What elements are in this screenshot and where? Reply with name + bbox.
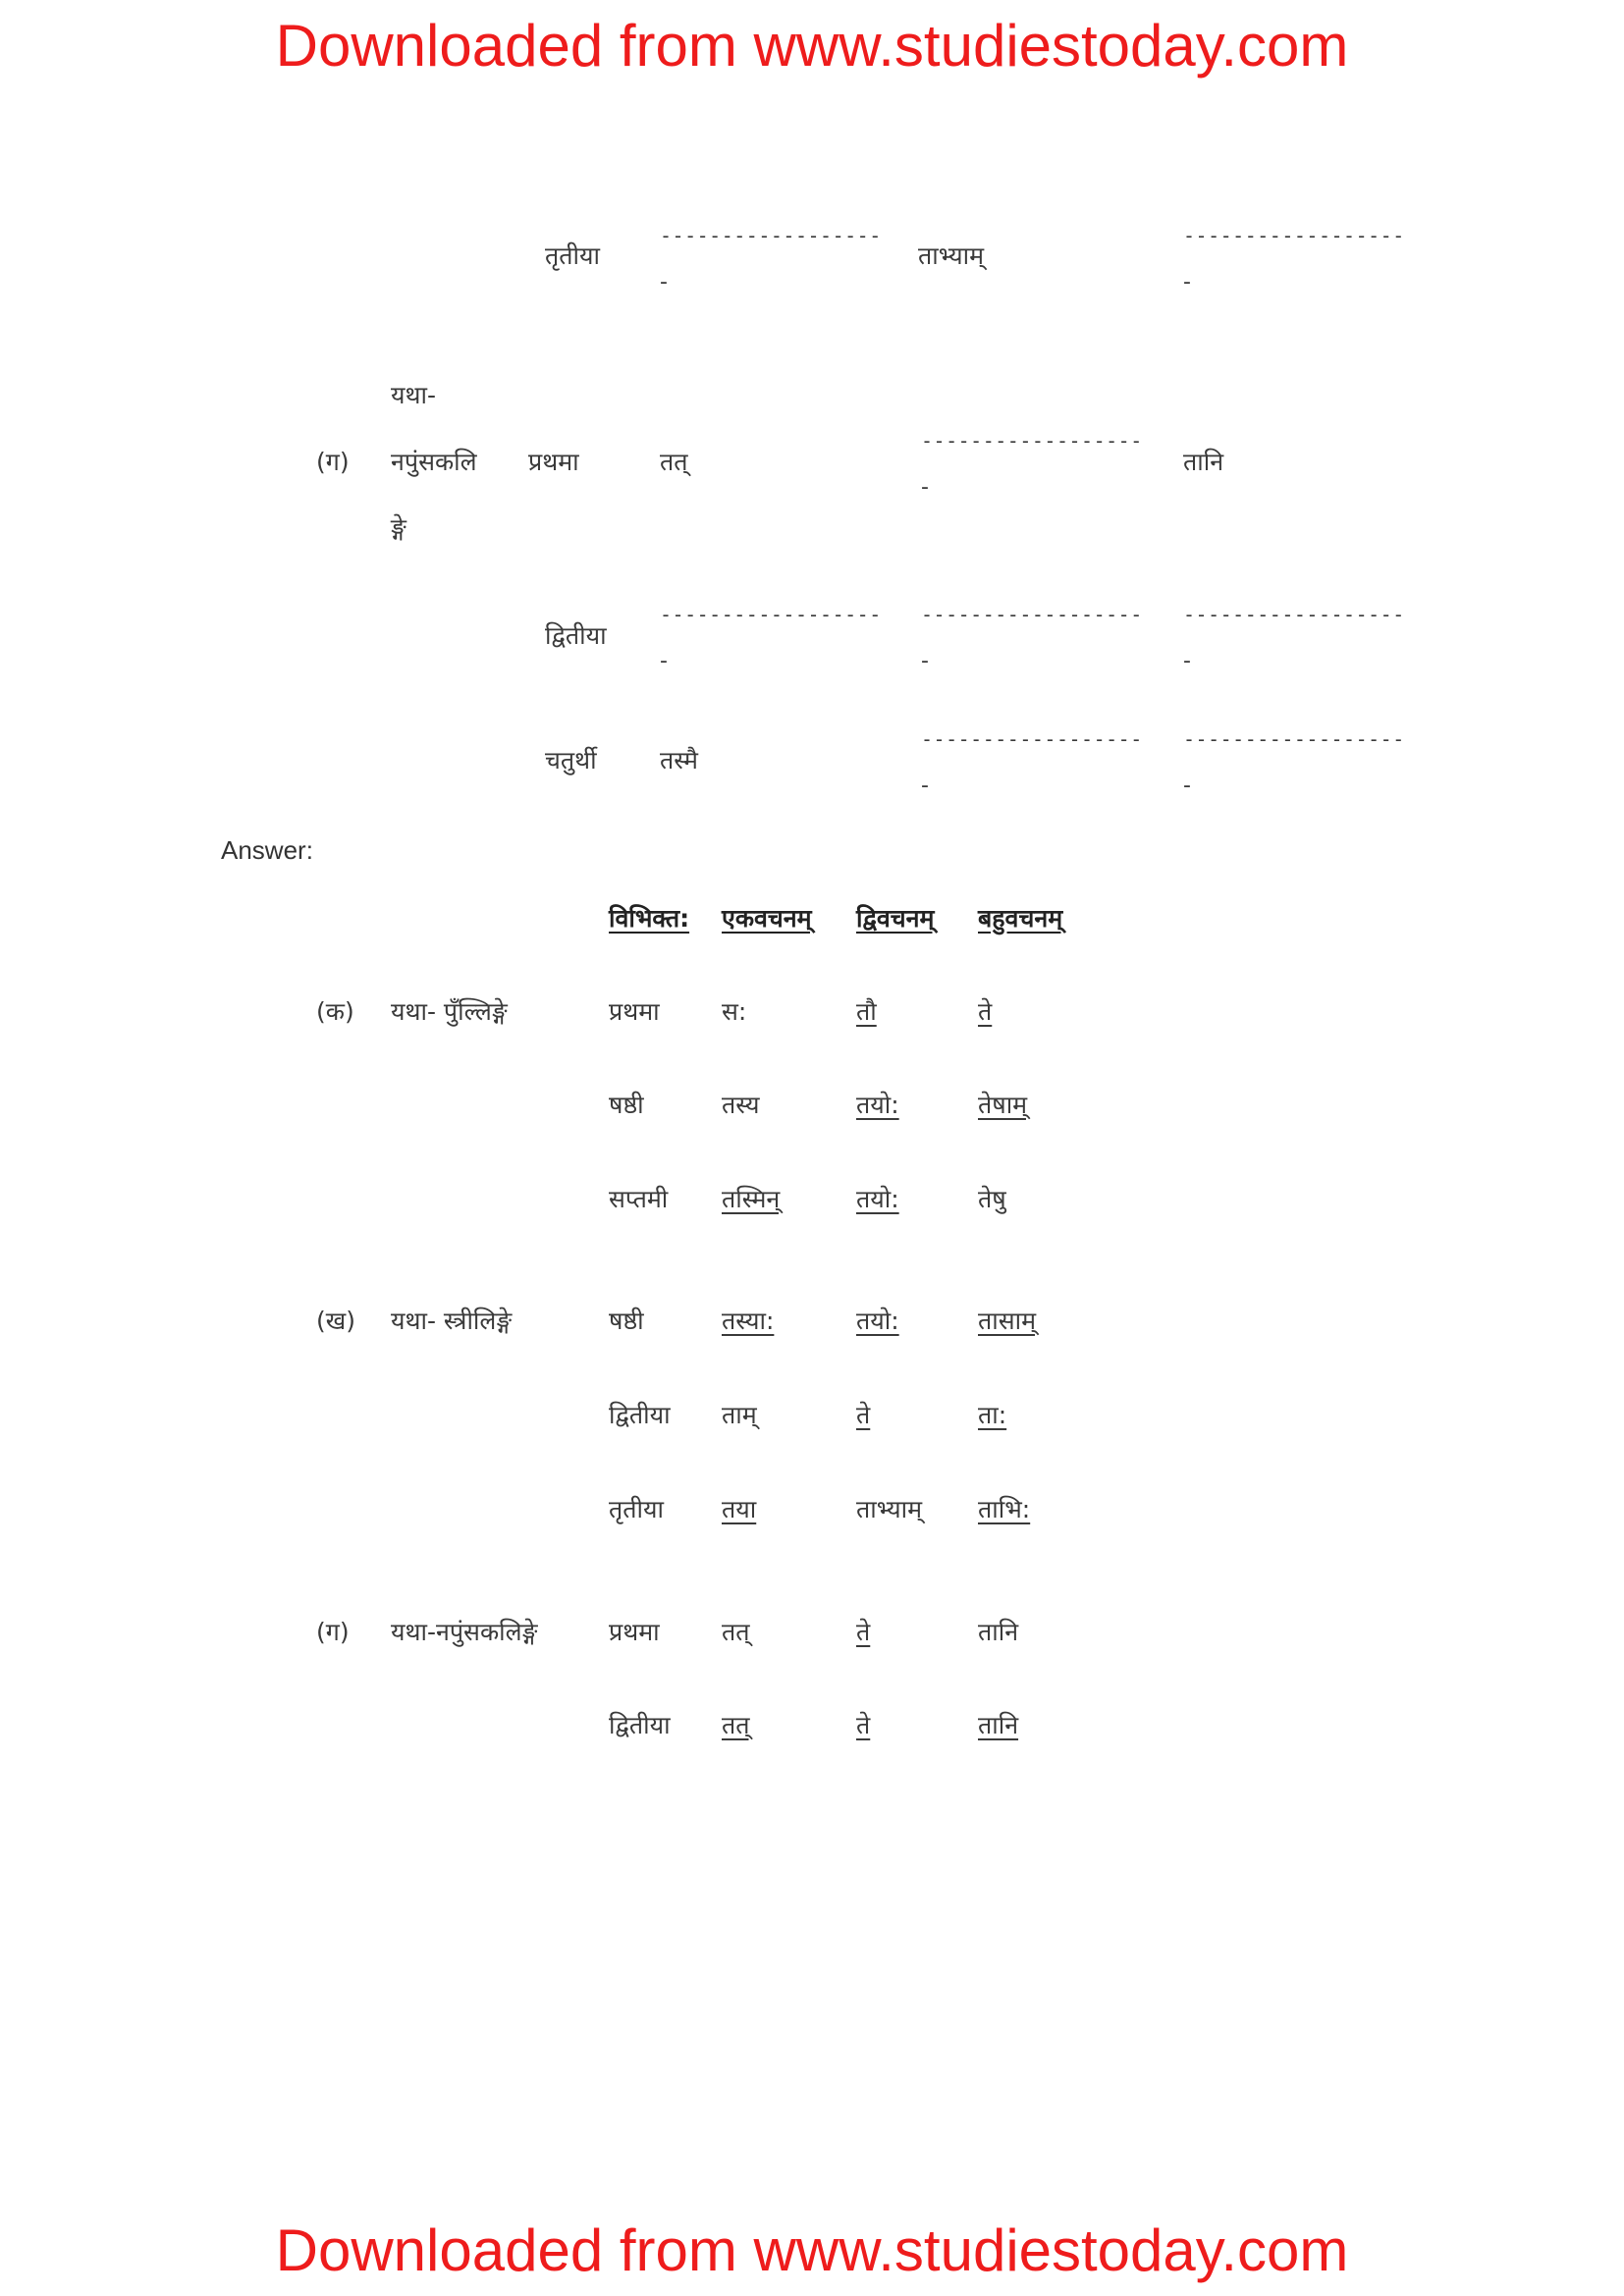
blank-plural: ------------------ — [1183, 603, 1405, 626]
blank-dual: ------------------ — [921, 429, 1143, 453]
blank-tail: - — [921, 649, 929, 673]
blank-dual: ------------------ — [921, 603, 1143, 626]
singular-value: तस्मै — [660, 746, 698, 774]
blank-tail: - — [660, 649, 668, 673]
blank-dual: ------------------ — [921, 727, 1143, 751]
dual-value: ते — [856, 1401, 871, 1429]
group-label: यथा- स्त्रीलिङ्गे — [391, 1307, 513, 1335]
singular-value: तस्मिन् — [722, 1185, 781, 1213]
case-label-chaturthi: चतुर्थी — [545, 746, 597, 774]
dual-value: ते — [856, 1711, 871, 1739]
singular-value: तत् — [722, 1618, 750, 1646]
group-label-line: यथा- — [391, 381, 436, 409]
plural-value: तानि — [978, 1711, 1019, 1739]
blank-tail: - — [921, 475, 929, 500]
singular-value: तस्या: — [722, 1307, 775, 1335]
blank-tail: - — [1183, 270, 1191, 294]
blank-tail: - — [660, 270, 668, 294]
singular-value: तस्य — [722, 1091, 760, 1119]
plural-value: तासाम् — [978, 1307, 1037, 1335]
dual-value: ते — [856, 1618, 871, 1646]
blank-plural: ------------------ — [1183, 727, 1405, 751]
case-label: द्वितीया — [609, 1401, 671, 1429]
blank-singular: ------------------ — [660, 603, 882, 626]
case-label-dvitiya: द्वितीया — [545, 621, 607, 650]
group-marker: (क) — [316, 997, 354, 1026]
plural-value: तेषाम् — [978, 1091, 1028, 1119]
case-label: द्वितीया — [609, 1711, 671, 1739]
plural-value: तानि — [978, 1618, 1019, 1646]
group-label: यथा-नपुंसकलिङ्गे — [391, 1618, 538, 1646]
plural-value: ते — [978, 997, 993, 1026]
case-label: षष्ठी — [609, 1307, 644, 1335]
group-marker: (ग) — [316, 448, 350, 476]
blank-tail: - — [921, 774, 929, 798]
blank-tail: - — [1183, 774, 1191, 798]
plural-value: तेषु — [978, 1185, 1006, 1213]
singular-value: स: — [722, 997, 747, 1026]
singular-value: तत् — [660, 448, 688, 476]
singular-value: तत् — [722, 1711, 750, 1739]
group-label-line: ङ्गे — [391, 513, 406, 542]
case-label: प्रथमा — [609, 997, 660, 1026]
singular-value: तया — [722, 1495, 757, 1523]
case-label: तृतीया — [609, 1495, 664, 1523]
dual-value: तयो: — [856, 1091, 899, 1119]
blank-plural: ------------------ — [1183, 224, 1405, 247]
plural-value: ताभि: — [978, 1495, 1031, 1523]
plural-value: तानि — [1183, 448, 1224, 476]
dual-value: तयो: — [856, 1185, 899, 1213]
case-label: प्रथमा — [609, 1618, 660, 1646]
header-ekavachanam: एकवचनम् — [722, 904, 812, 933]
dual-value: ताभ्याम् — [918, 241, 985, 270]
case-label: षष्ठी — [609, 1091, 644, 1119]
case-label-trtiya: तृतीया — [545, 241, 600, 270]
case-label-prathama: प्रथमा — [528, 448, 579, 476]
dual-value: तयो: — [856, 1307, 899, 1335]
blank-singular: ------------------ — [660, 224, 882, 247]
dual-value: ताभ्याम् — [856, 1495, 923, 1523]
singular-value: ताम् — [722, 1401, 757, 1429]
blank-tail: - — [1183, 649, 1191, 673]
answer-label: Answer: — [221, 835, 313, 865]
group-label-line: नपुंसकलि — [391, 448, 477, 476]
dual-value: तौ — [856, 997, 877, 1026]
header-bahuvachanam: बहुवचनम् — [978, 904, 1063, 933]
plural-value: ता: — [978, 1401, 1007, 1429]
group-label: यथा- पुँल्लिङ्गे — [391, 997, 508, 1026]
header-dvivachanam: द्विवचनम् — [856, 904, 935, 933]
header-vibhakti: विभिक्त: — [609, 904, 690, 933]
group-marker: (ग) — [316, 1618, 350, 1646]
case-label: सप्तमी — [609, 1185, 669, 1213]
footer-watermark: Downloaded from www.studiestoday.com — [275, 2217, 1349, 2283]
group-marker: (ख) — [316, 1307, 355, 1335]
header-watermark: Downloaded from www.studiestoday.com — [275, 13, 1349, 79]
